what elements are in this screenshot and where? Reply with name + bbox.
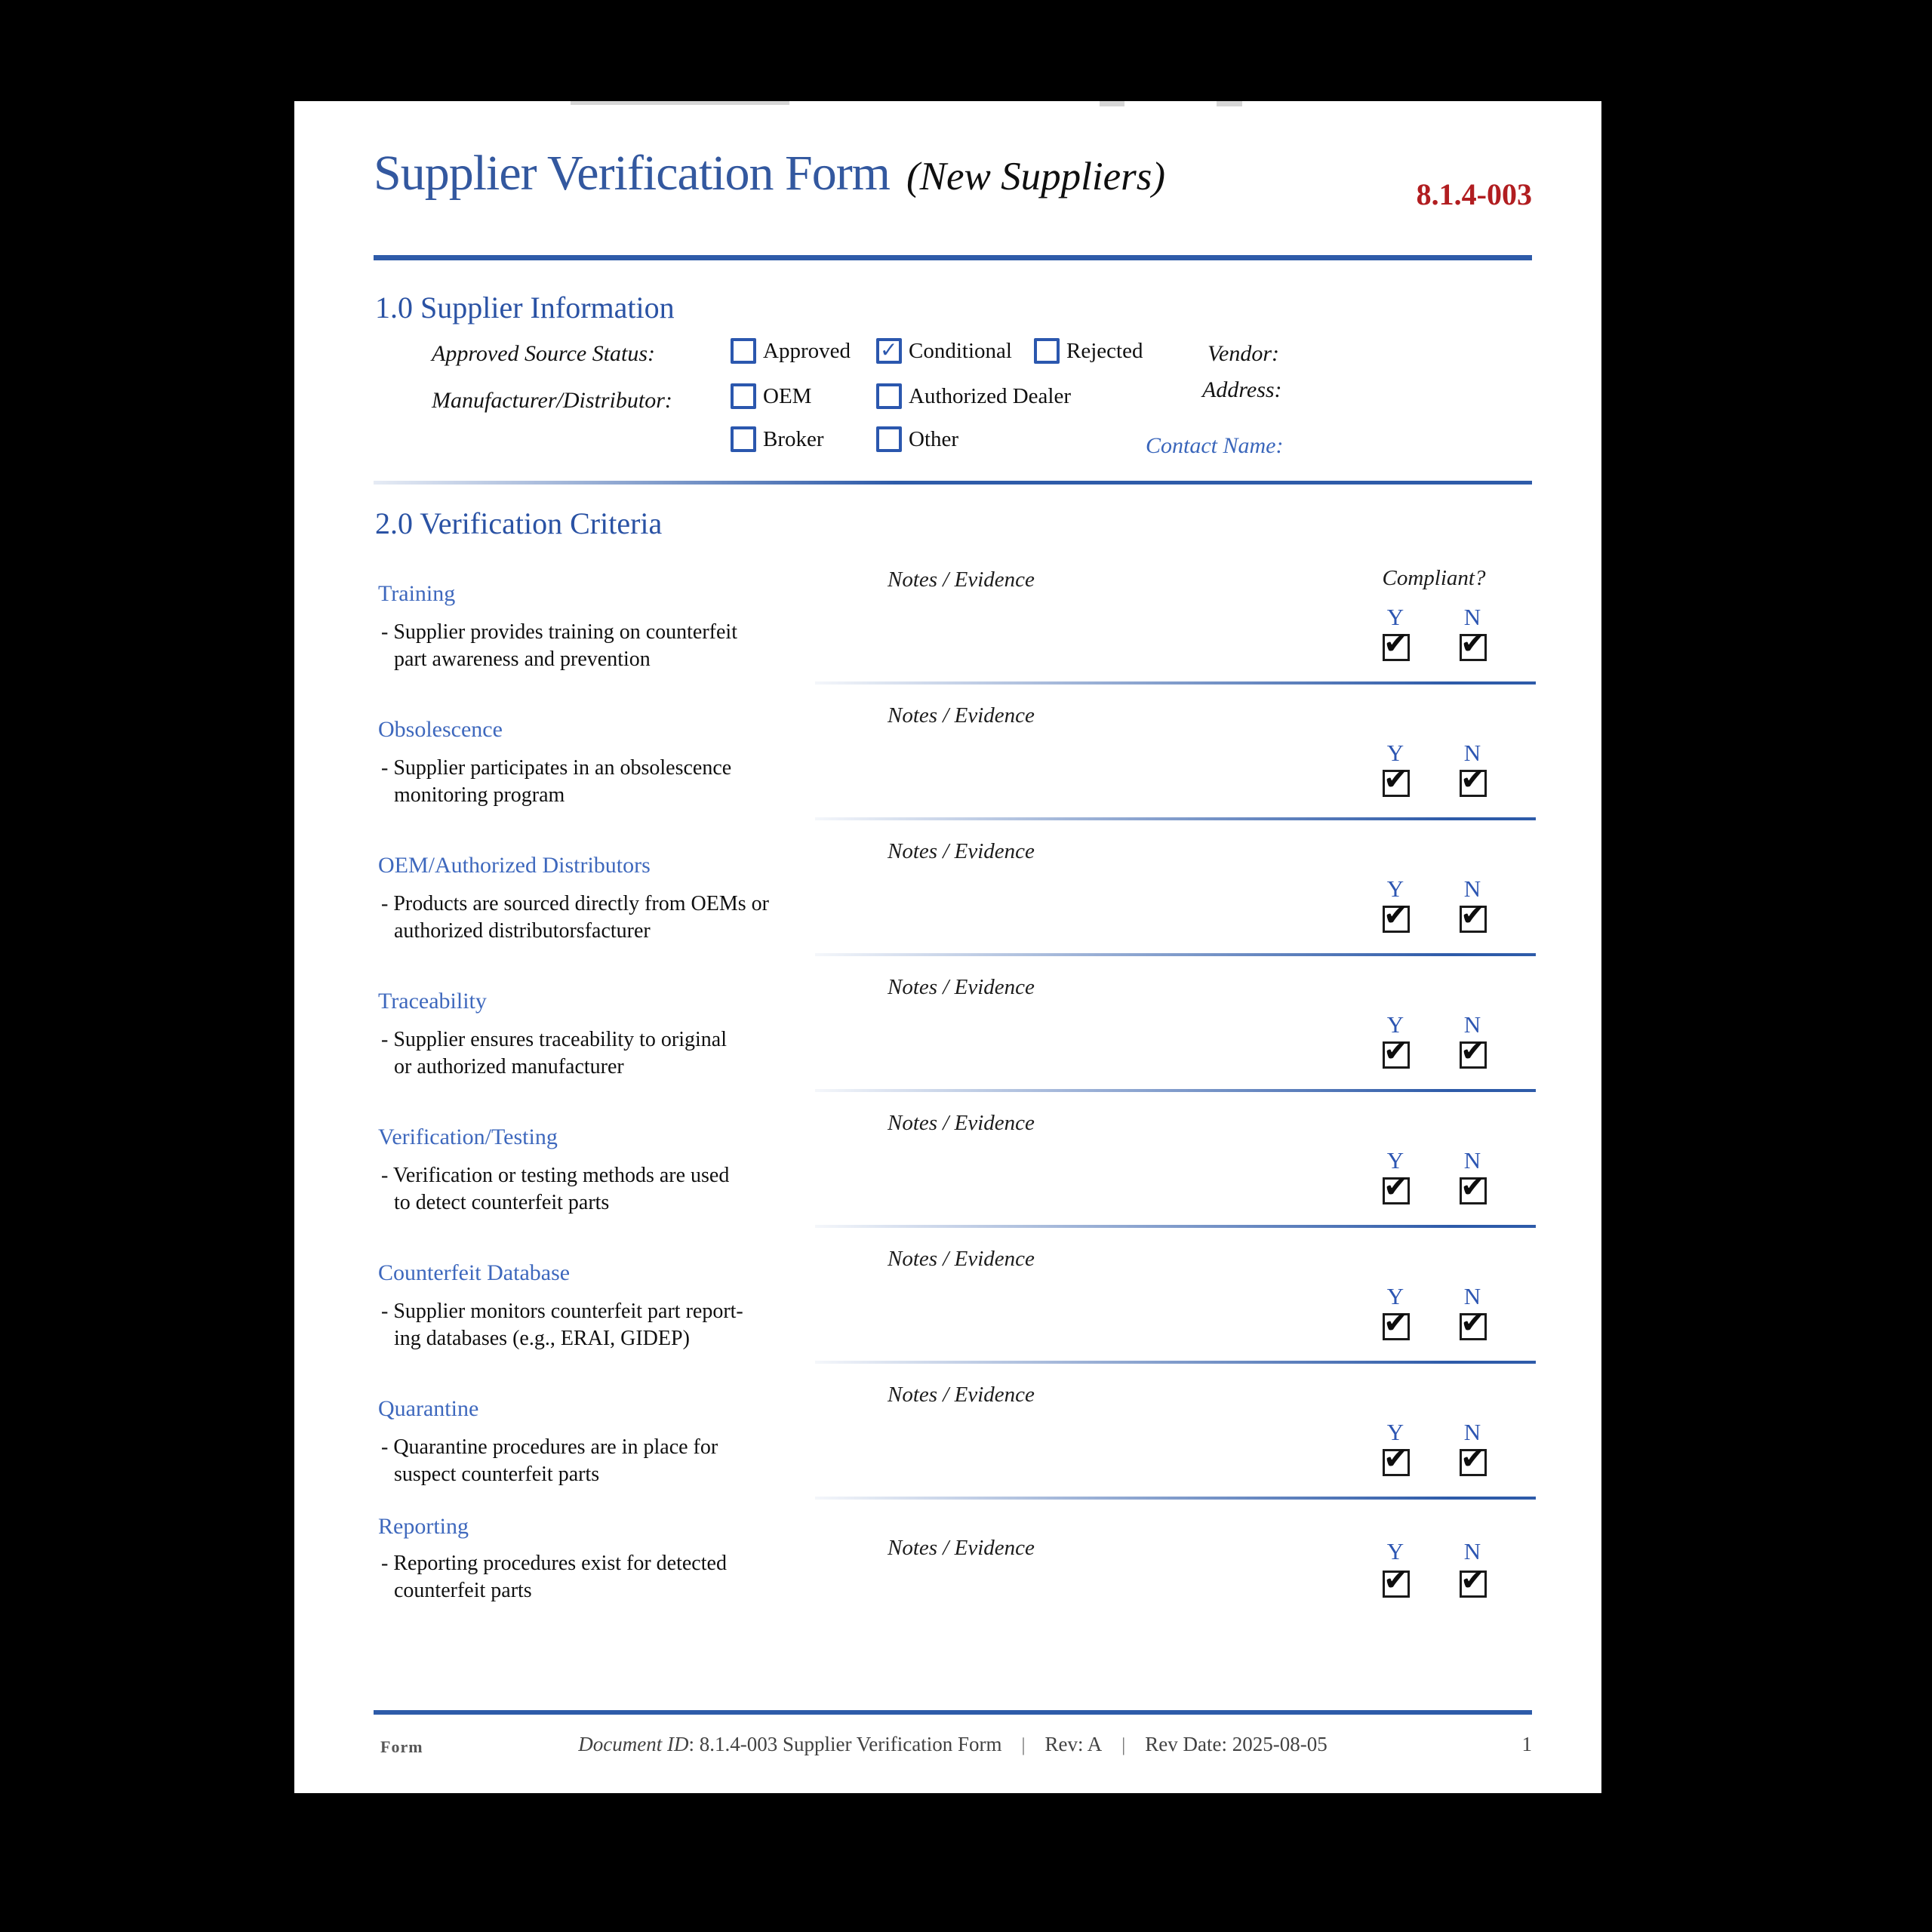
footer-separator: | (1121, 1735, 1126, 1755)
notes-evidence-label: Notes / Evidence (888, 839, 1035, 863)
criterion-description-line: counterfeit parts (394, 1579, 532, 1602)
no-column-label: N (1463, 875, 1481, 902)
checkbox-option (876, 338, 1012, 364)
no-column-label: N (1463, 1283, 1481, 1309)
checkbox[interactable] (731, 383, 756, 409)
checkbox-option (731, 338, 851, 364)
criterion-description-line: suspect counterfeit parts (394, 1463, 600, 1486)
no-checkbox[interactable] (1460, 1041, 1487, 1069)
yes-checkbox[interactable] (1383, 1449, 1410, 1476)
no-column-label: N (1463, 1419, 1481, 1445)
footer-separator: | (1021, 1735, 1026, 1755)
notes-evidence-label: Notes / Evidence (888, 975, 1035, 999)
fill-in-field-label: Address: (1202, 377, 1282, 402)
yes-checkbox[interactable] (1383, 1177, 1410, 1204)
footer-rule (374, 1710, 1532, 1715)
yes-column-label: Y (1386, 1011, 1404, 1038)
criterion-row (294, 1509, 1601, 1645)
yes-column-label: Y (1386, 740, 1404, 766)
document-page (294, 101, 1601, 1793)
scan-artifact (1100, 101, 1124, 106)
criterion-row (294, 1102, 1601, 1238)
criterion-row (294, 558, 1601, 694)
no-column-label: N (1463, 1011, 1481, 1038)
page-title (374, 145, 1165, 202)
scan-artifact (571, 101, 789, 105)
checkbox[interactable] (876, 383, 902, 409)
checkbox-option (731, 426, 824, 452)
section-1-divider (374, 481, 1532, 485)
checkbox-label: Rejected (1066, 339, 1143, 363)
criterion-divider (815, 1497, 1536, 1500)
checkbox[interactable] (876, 338, 902, 364)
criterion-row (294, 694, 1601, 830)
yes-column-label: Y (1386, 1538, 1404, 1564)
criterion-heading: OEM/Authorized Distributors (378, 853, 651, 878)
notes-evidence-label: Notes / Evidence (888, 1247, 1035, 1271)
checkbox-label: OEM (763, 384, 812, 408)
notes-evidence-label: Notes / Evidence (888, 1111, 1035, 1135)
scan-artifact (1217, 101, 1242, 106)
checkbox-option (876, 383, 1071, 409)
no-checkbox[interactable] (1460, 906, 1487, 933)
checkbox[interactable] (1034, 338, 1060, 364)
compliant-label: Compliant? (1382, 566, 1486, 590)
checkbox-option (876, 426, 958, 452)
checkbox[interactable] (731, 426, 756, 452)
yes-column-label: Y (1386, 604, 1404, 630)
criterion-row (294, 1374, 1601, 1509)
yes-column-label: Y (1386, 1147, 1404, 1174)
criterion-description-line: part awareness and prevention (394, 648, 651, 671)
notes-evidence-label: Notes / Evidence (888, 1536, 1035, 1560)
criterion-divider (815, 817, 1536, 820)
criterion-description-line: - Supplier participates in an obsolescence (381, 756, 732, 780)
yes-column-label: Y (1386, 875, 1404, 902)
criterion-description-line: monitoring program (394, 783, 565, 807)
notes-evidence-label: Notes / Evidence (888, 568, 1035, 592)
yes-checkbox[interactable] (1383, 1041, 1410, 1069)
fill-in-field-label: Vendor: (1208, 341, 1279, 366)
fill-in-field-label: Contact Name: (1146, 433, 1284, 458)
criterion-description-line: - Products are sourced directly from OEMs or (381, 892, 769, 915)
no-checkbox[interactable] (1460, 1449, 1487, 1476)
criterion-description-line: - Supplier provides training on counterfeit (381, 620, 737, 644)
criterion-row (294, 830, 1601, 966)
no-column-label: N (1463, 740, 1481, 766)
criterion-heading: Quarantine (378, 1396, 479, 1421)
criterion-description-line: - Verification or testing methods are used (381, 1164, 730, 1187)
criterion-divider (815, 1089, 1536, 1092)
criterion-heading: Verification/Testing (378, 1124, 558, 1149)
section-2-heading: 2.0 Verification Criteria (375, 506, 663, 540)
no-checkbox[interactable] (1460, 1313, 1487, 1340)
footer-rev-date: Rev Date: 2025-08-05 (1145, 1733, 1327, 1755)
criterion-heading: Reporting (378, 1514, 469, 1539)
checkbox[interactable] (731, 338, 756, 364)
criterion-description-line: - Reporting procedures exist for detected (381, 1552, 727, 1575)
footer-page-number: 1 (1521, 1733, 1532, 1755)
document-subtitle: (New Suppliers) (906, 155, 1166, 198)
checkbox-label: Other (909, 427, 959, 451)
yes-column-label: Y (1386, 1283, 1404, 1309)
criterion-divider (815, 1225, 1536, 1228)
footer-form-label: Form (380, 1737, 423, 1756)
checkbox-label: Authorized Dealer (909, 384, 1071, 408)
no-column-label: N (1463, 1538, 1481, 1564)
criterion-row (294, 1238, 1601, 1374)
yes-column-label: Y (1386, 1419, 1404, 1445)
no-checkbox[interactable] (1460, 1571, 1487, 1598)
doc-number: 8.1.4-003 (1416, 177, 1532, 211)
footer-document-id-value: : 8.1.4-003 Supplier Verification Form (688, 1733, 1002, 1755)
criterion-description-line: or authorized manufacturer (394, 1055, 624, 1078)
no-column-label: N (1463, 1147, 1481, 1174)
criterion-description-line: - Supplier monitors counterfeit part report- (381, 1300, 743, 1323)
criterion-heading: Obsolescence (378, 717, 503, 742)
footer-rev: Rev: A (1044, 1733, 1103, 1755)
criterion-description-line: authorized distributorsfacturer (394, 919, 651, 943)
no-checkbox[interactable] (1460, 770, 1487, 797)
no-checkbox[interactable] (1460, 1177, 1487, 1204)
criterion-heading: Training (378, 581, 456, 606)
criterion-description-line: to detect counterfeit parts (394, 1191, 610, 1214)
section-1-heading: 1.0 Supplier Information (375, 291, 675, 325)
checkbox-label: Conditional (909, 339, 1012, 363)
no-column-label: N (1463, 604, 1481, 630)
footer-document-id-label: Document ID (578, 1733, 689, 1755)
field-label: Manufacturer/Distributor: (432, 388, 672, 413)
yes-checkbox[interactable] (1383, 770, 1410, 797)
criterion-divider (815, 681, 1536, 685)
criterion-row (294, 966, 1601, 1102)
field-label: Approved Source Status: (432, 341, 656, 366)
yes-checkbox[interactable] (1383, 634, 1410, 661)
criterion-divider (815, 953, 1536, 956)
criterion-divider (815, 1361, 1536, 1364)
header-rule (374, 255, 1532, 260)
criterion-description-line: - Quarantine procedures are in place for (381, 1435, 718, 1459)
checkbox[interactable] (876, 426, 902, 452)
notes-evidence-label: Notes / Evidence (888, 703, 1035, 728)
yes-checkbox[interactable] (1383, 1313, 1410, 1340)
checkbox-option (1034, 338, 1143, 364)
checkbox-label: Broker (763, 427, 824, 451)
criterion-heading: Counterfeit Database (378, 1260, 571, 1285)
no-checkbox[interactable] (1460, 634, 1487, 661)
checkbox-label: Approved (763, 339, 851, 363)
criterion-description-line: ing databases (e.g., ERAI, GIDEP) (394, 1327, 690, 1350)
criterion-heading: Traceability (378, 989, 487, 1014)
yes-checkbox[interactable] (1383, 1571, 1410, 1598)
document-title: Supplier Verification Form (374, 146, 891, 201)
footer-document-info (374, 1733, 1532, 1756)
notes-evidence-label: Notes / Evidence (888, 1383, 1035, 1407)
yes-checkbox[interactable] (1383, 906, 1410, 933)
criterion-description-line: - Supplier ensures traceability to original (381, 1028, 727, 1051)
checkbox-option (731, 383, 811, 409)
